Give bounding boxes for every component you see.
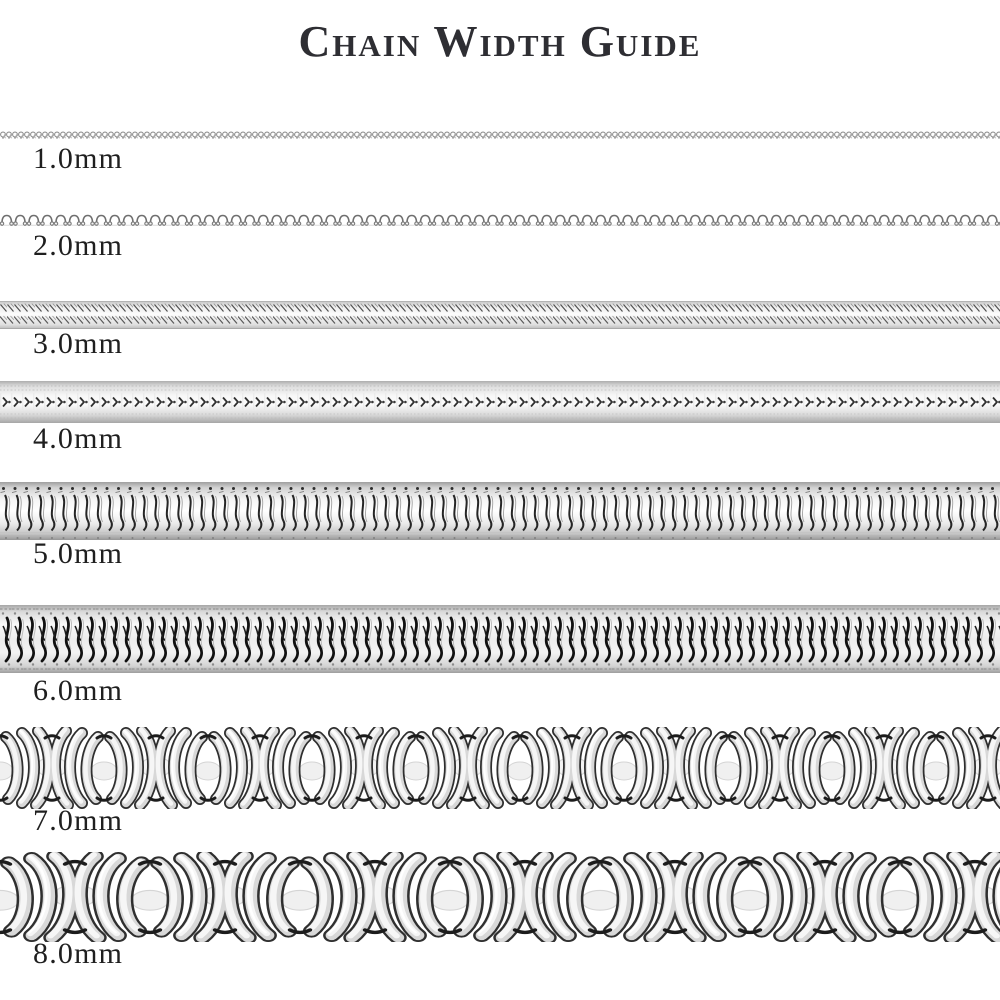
size-label-5-0mm: 5.0mm bbox=[33, 537, 124, 570]
chain-image-8-0mm bbox=[0, 852, 1000, 942]
chain-pattern-box-fine bbox=[0, 128, 1000, 142]
size-label-3-0mm: 3.0mm bbox=[33, 327, 124, 360]
chain-image-4-0mm bbox=[0, 381, 1000, 423]
chain-pattern-snake-small bbox=[0, 301, 1000, 329]
chain-pattern-rope bbox=[0, 727, 1000, 809]
chain-image-6-0mm bbox=[0, 605, 1000, 673]
size-label-8-0mm: 8.0mm bbox=[33, 937, 124, 970]
chain-image-1-0mm bbox=[0, 128, 1000, 142]
size-label-1-0mm: 1.0mm bbox=[33, 142, 124, 175]
size-label-4-0mm: 4.0mm bbox=[33, 422, 124, 455]
size-label-2-0mm: 2.0mm bbox=[33, 229, 124, 262]
chain-pattern-snake-large bbox=[0, 482, 1000, 540]
size-label-6-0mm: 6.0mm bbox=[33, 674, 124, 707]
chain-image-3-0mm bbox=[0, 301, 1000, 329]
chain-pattern-snake-medium bbox=[0, 381, 1000, 423]
chain-pattern-box bbox=[0, 210, 1000, 230]
chain-pattern-rope-large bbox=[0, 852, 1000, 942]
chain-image-5-0mm bbox=[0, 482, 1000, 540]
chain-pattern-snake-xlarge bbox=[0, 605, 1000, 673]
size-label-7-0mm: 7.0mm bbox=[33, 804, 124, 837]
page-title: Chain Width Guide bbox=[298, 17, 702, 66]
chain-image-7-0mm bbox=[0, 727, 1000, 809]
chain-image-2-0mm bbox=[0, 210, 1000, 230]
